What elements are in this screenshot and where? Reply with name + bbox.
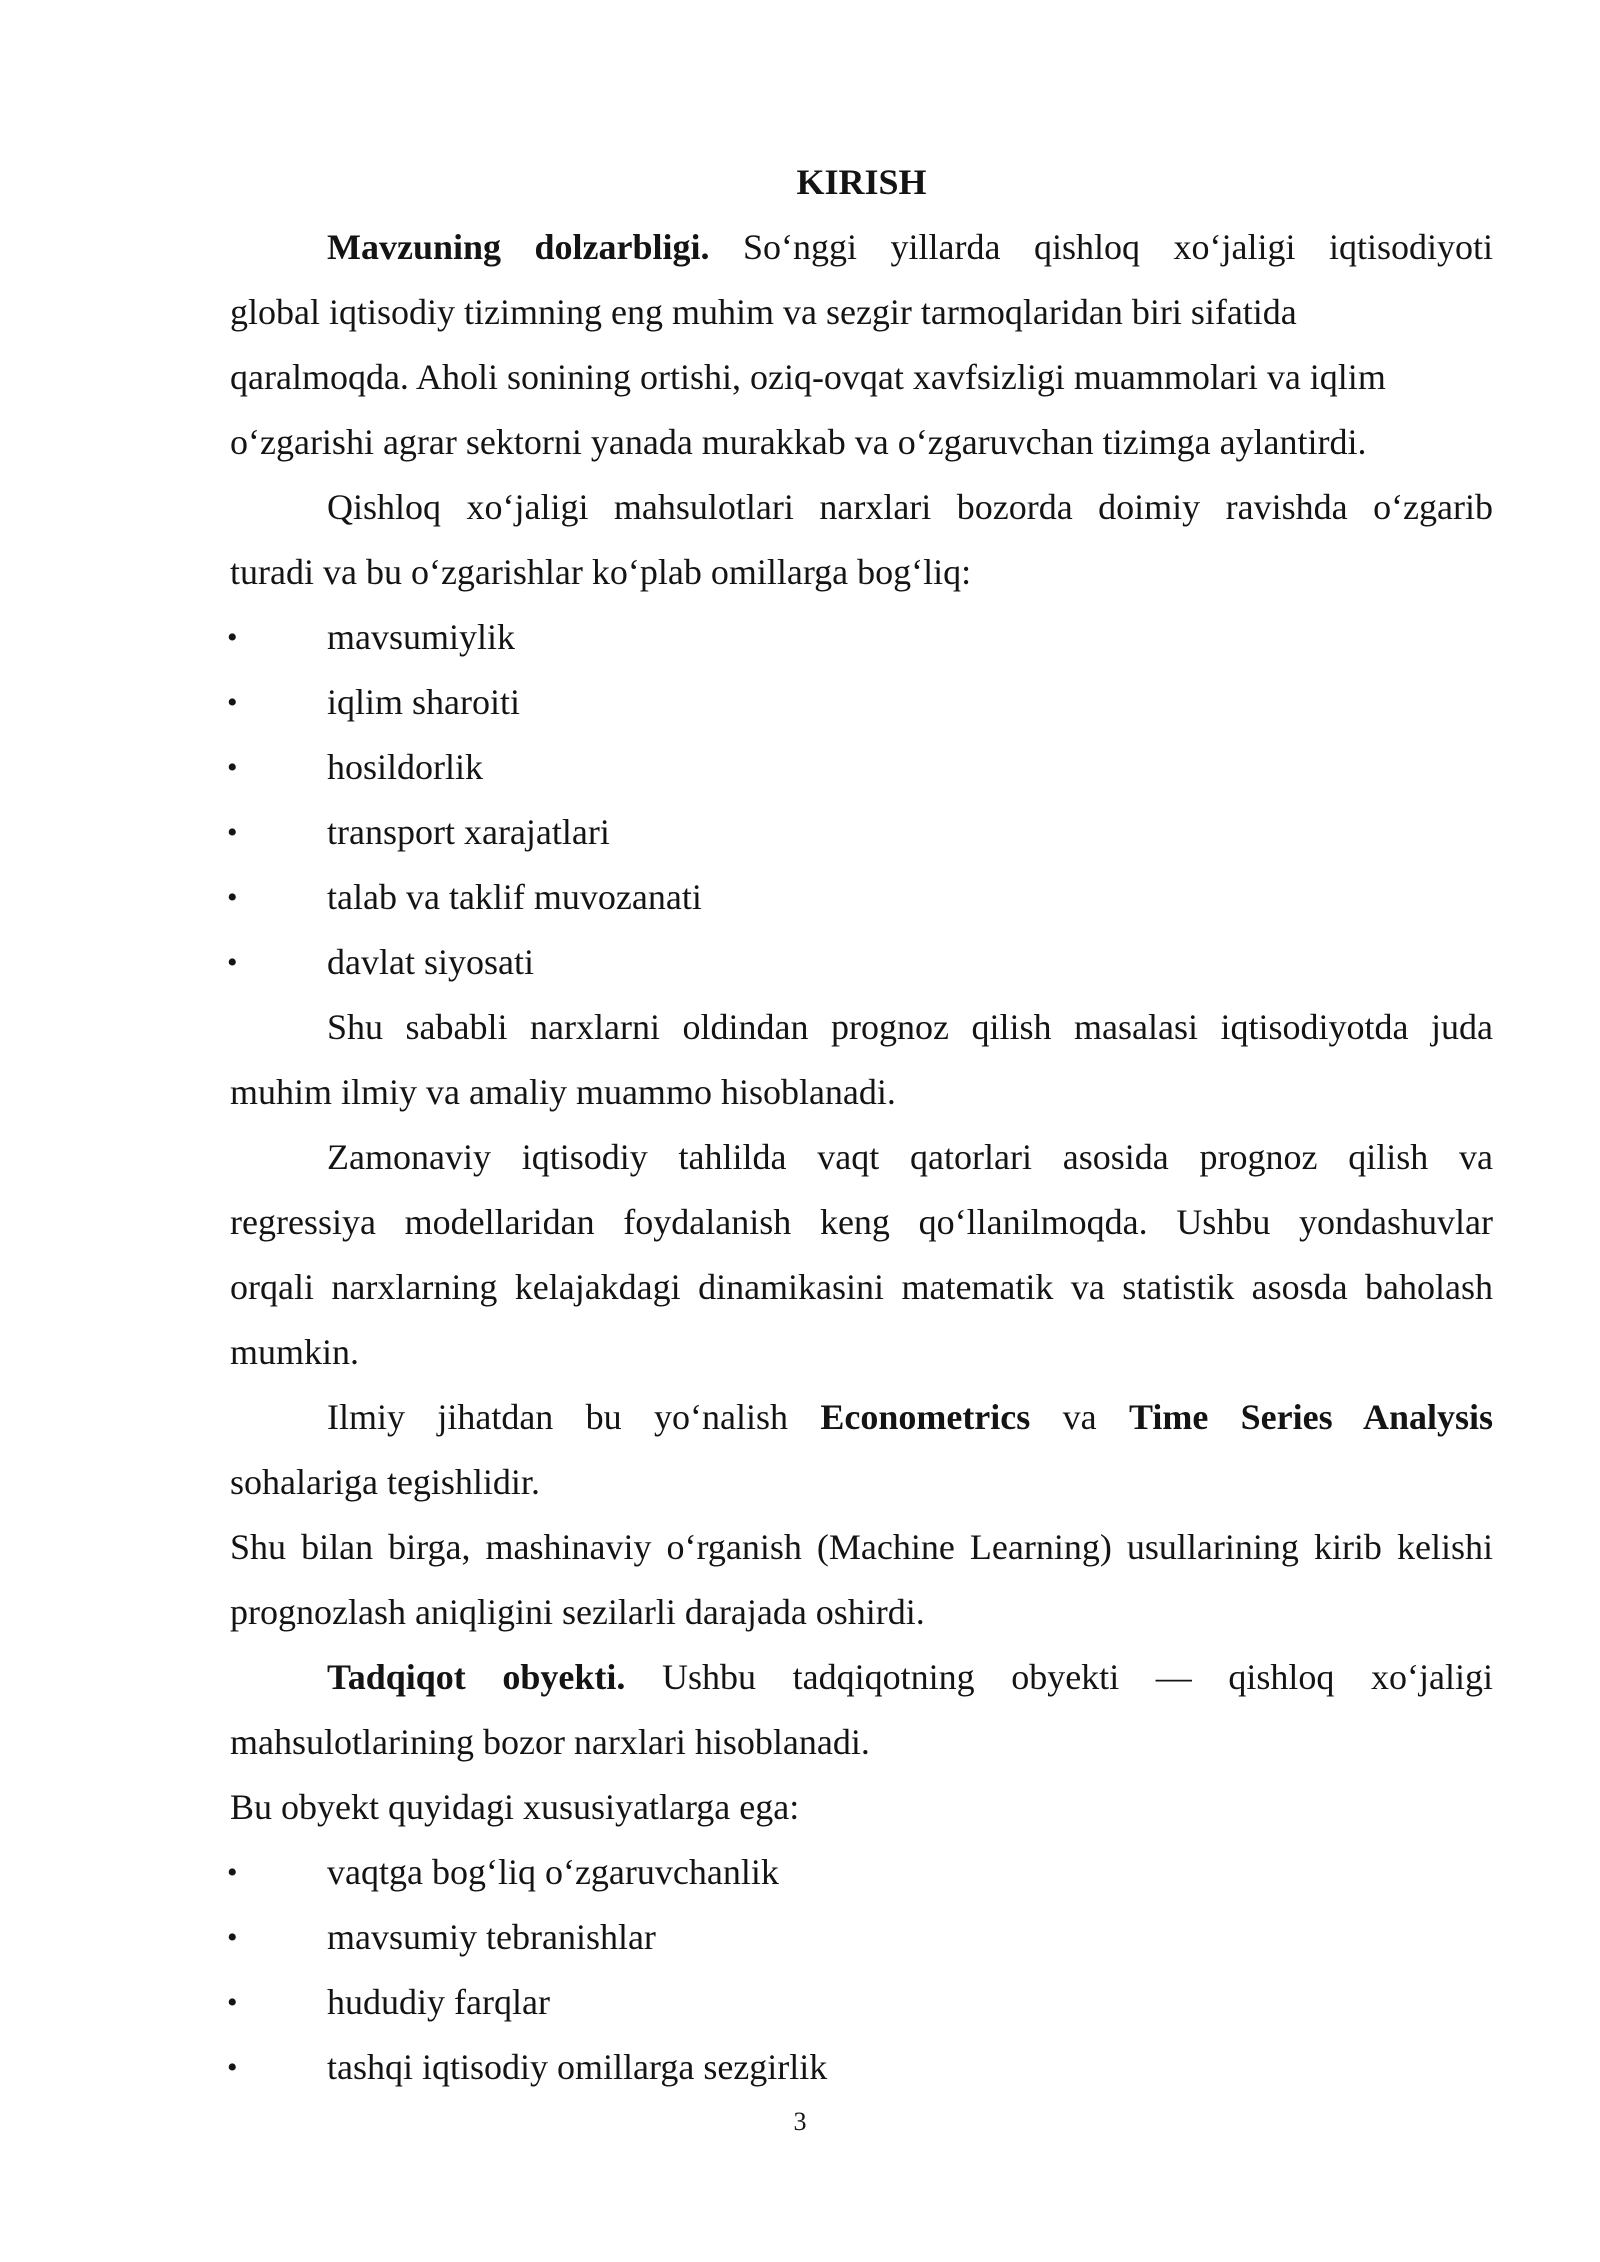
paragraph-forecast-line-2: muhim ilmiy va amaliy muammo hisoblanadi. <box>230 1072 896 1112</box>
paragraph-object-line-2: mahsulotlarining bozor narxlari hisoblanadi. <box>230 1722 870 1762</box>
bullet-icon: • <box>227 2051 238 2084</box>
paragraph-relevance-line-4: o‘zgarishi agrar sektorni yanada murakkab va o‘zgaruvchan tizimga aylantirdi. <box>230 422 1367 462</box>
properties-list <box>227 1840 1493 2100</box>
list-item: • transport xarajatlari <box>230 800 1493 865</box>
list-item: • talab va taklif muvozanati <box>230 865 1493 930</box>
paragraph-object-line-1: Tadqiqot obyekti. Ushbu tadqiqotning obyekti — qishloq xo‘jaligi <box>327 1657 1494 1697</box>
paragraph-relevance-line-1 <box>230 215 1493 280</box>
relevance-text-1: So‘nggi yillarda qishloq xo‘jaligi iqtisodiyoti <box>743 227 1493 267</box>
bullet-icon: • <box>227 686 238 719</box>
paragraph-methods-line-2: regressiya modellaridan foydalanish keng qo‘llanilmoqda. Ushbu yondashuvlar <box>230 1202 1493 1242</box>
bullet-icon: • <box>227 1921 238 1954</box>
paragraph-ml-line-2: prognozlash aniqligini sezilarli darajada oshirdi. <box>230 1592 925 1632</box>
list-item: • mavsumiylik <box>230 605 1493 670</box>
paragraph-methods-line-1: Zamonaviy iqtisodiy tahlilda vaqt qatorlari asosida prognoz qilish va <box>327 1137 1493 1177</box>
bullet-icon: • <box>227 751 238 784</box>
bullet-icon: • <box>227 881 238 914</box>
term-time-series: Time Series Analysis <box>1128 1397 1494 1437</box>
list-item: • mavsumiy tebranishlar <box>230 1905 1493 1970</box>
bullet-icon: • <box>227 816 238 849</box>
paragraph-methods-line-3: orqali narxlarning kelajakdagi dinamikasini matematik va statistik asosda baholash <box>230 1267 1493 1307</box>
object-heading: Tadqiqot obyekti. <box>327 1657 626 1697</box>
bullet-icon: • <box>227 946 238 979</box>
page-content <box>227 150 1494 2100</box>
list-item: • vaqtga bog‘liq o‘zgaruvchanlik <box>230 1840 1493 1905</box>
paragraph-field-line-2: sohalariga tegishlidir. <box>230 1462 540 1502</box>
list-item: • davlat siyosati <box>230 930 1493 995</box>
paragraph-prices-line-2: turadi va bu o‘zgarishlar ko‘plab omillarga bog‘liq: <box>230 552 972 592</box>
paragraph-methods-line-4: mumkin. <box>230 1332 360 1372</box>
paragraph-prices-line-1: Qishloq xo‘jaligi mahsulotlari narxlari bozorda doimiy ravishda o‘zgarib <box>327 487 1493 527</box>
list-item: • tashqi iqtisodiy omillarga sezgirlik <box>230 2035 1493 2100</box>
bullet-icon: • <box>227 1986 238 2019</box>
paragraph-ml-line-1: Shu bilan birga, mashinaviy o‘rganish (Machine Learning) usullarining kirib kelishi <box>230 1527 1493 1567</box>
term-econometrics: Econometrics <box>820 1397 1031 1437</box>
section-title: KIRISH <box>796 162 927 202</box>
paragraph-field-line-1: Ilmiy jihatdan bu yo‘nalish Econometrics va Time Series Analysis <box>327 1397 1494 1437</box>
paragraph-relevance-line-3: qaralmoqda. Aholi sonining ortishi, oziq-ovqat xavfsizligi muammolari va iqlim <box>230 357 1386 397</box>
paragraph-object-line-3: Bu obyekt quyidagi xususiyatlarga ega: <box>230 1787 800 1827</box>
paragraph-relevance-line-2: global iqtisodiy tizimning eng muhim va sezgir tarmoqlaridan biri sifatida <box>230 292 1297 332</box>
factors-list <box>227 605 1493 995</box>
list-item: • hosildorlik <box>230 735 1493 800</box>
relevance-heading: Mavzuning dolzarbligi. <box>327 227 710 267</box>
list-item: • iqlim sharoiti <box>230 670 1493 735</box>
paragraph-forecast-line-1: Shu sababli narxlarni oldindan prognoz qilish masalasi iqtisodiyotda juda <box>327 1007 1493 1047</box>
page-number: 3 <box>793 2107 807 2136</box>
bullet-icon: • <box>227 1856 238 1889</box>
bullet-icon: • <box>227 621 238 654</box>
list-item: • hududiy farqlar <box>230 1970 1493 2035</box>
